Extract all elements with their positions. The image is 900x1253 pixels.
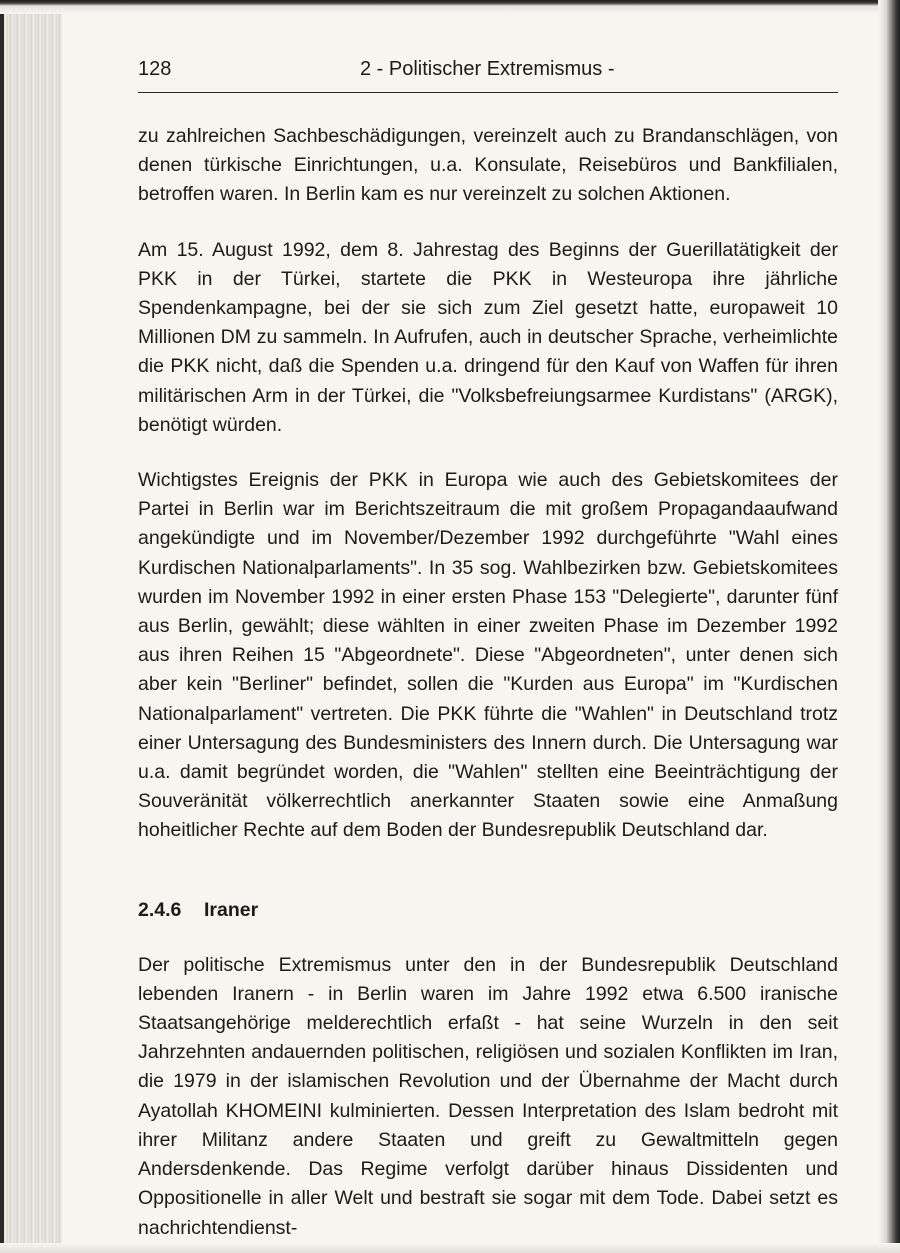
header-rule [138,92,838,93]
paragraph-parliament-election: Wichtigstes Ereignis der PKK in Europa wie auch des Gebietskomitees der Partei in Berlin war im Berichtszeitraum die mit großem Propagandaaufwand angekündigte und im November/Dezember 1992 durchgeführte "Wahl eines Kurdischen Nationalparlaments". In 35 sog. Wahlbezirken bzw. Gebietskomitees wurden im November 1992 in einer ersten Phase 153 "Delegierte", darunter fünf aus Berlin, gewählt; diese wählten in einer zweiten Phase im Dezember 1992 aus ihren Reihen 15 "Abgeordnete". Diese "Abgeordneten", unter denen sich aber kein "Berliner" befindet, sollen die "Kurden aus Europa" im "Kurdischen Nationalparlament" vertreten. Die PKK führte die "Wahlen" in Deutschland trotz einer Untersagung des Bundesministers des Innern durch. Die Untersagung war u.a. damit begründet worden, die "Wahlen" stellten eine Beeinträchtigung der Souveränität völkerrechtlich anerkannter Staaten sowie eine Anmaßung hoheitlicher Rechte auf dem Boden der Bundesrepublik Deutschland dar. [138,469,838,842]
section-heading [138,896,838,925]
scan-bottom-edge [0,1243,900,1253]
scan-top-edge [0,0,900,14]
running-header [138,52,838,86]
paragraph-damage: zu zahlreichen Sachbeschädigungen, vereinzelt auch zu Brandanschlägen, von denen türkische Einrichtungen, u.a. Konsulate, Reisebüros und Bankfilialen, betroffen waren. In Berlin kam es nur vereinzelt zu solchen Aktionen. [138,125,838,206]
chapter-title: 2 - Politischer Extremismus - [360,58,615,80]
paragraph-iranians: Der politische Extremismus unter den in der Bundesrepublik Deutschland lebenden Iranern - in Berlin waren im Jahre 1992 etwa 6.500 iranische Staatsangehörige melderechtlich erfaßt - hat seine Wurzeln in den seit Jahrzehnten andauernden politischen, religiösen und sozialen Konflikten im Iran, die 1979 in der islamischen Revolution und der Übernahme der Macht durch Ayatollah KHOMEINI kulminierten. Dessen Interpretation des Islam bedroht mit ihrer Militanz andere Staaten und greift zu Gewaltmitteln gegen Andersdenkende. Das Regime verfolgt darüber hinaus Dissidenten und Oppositionelle in aller Welt und bestraft sie sogar mit dem Tode. Dabei setzt es nachrichtendienst- [138,953,838,1239]
page-number: 128 [138,58,172,80]
body-text [138,122,838,1243]
paragraph-donation-campaign: Am 15. August 1992, dem 8. Jahrestag des Beginns der Guerillatätigkeit der PKK in der Türkei, startete die PKK in Westeuropa ihre jährliche Spendenkampagne, bei der sie sich zum Ziel gesetzt hatte, europaweit 10 Millionen DM zu sammeln. In Aufrufen, auch in deutscher Sprache, verheimlichte die PKK nicht, daß die Spenden u.a. dringend für den Kauf von Waffen für ihren militärischen Arm in der Türkei, die "Volksbefreiungsarmee Kurdistans" (ARGK), benötigt würden. [138,238,838,436]
book-binding-edge [0,0,62,1253]
scan-right-edge [878,0,900,1253]
section-number: 2.4.6 [138,898,182,921]
section-title: Iraner [204,898,259,921]
